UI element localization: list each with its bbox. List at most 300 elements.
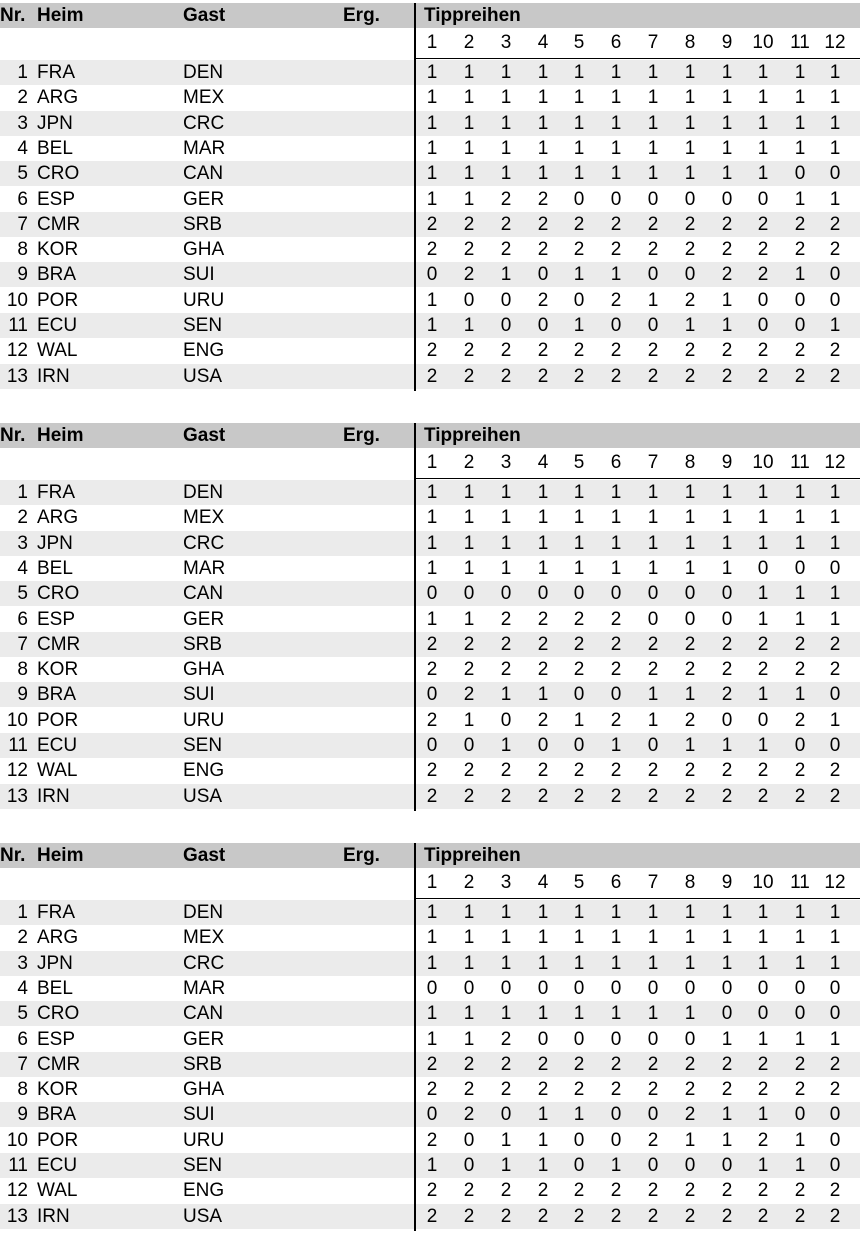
match-nr: 12 — [6, 340, 28, 362]
tip-cell: 1 — [610, 482, 622, 503]
tip-cell: 0 — [684, 264, 696, 286]
match-gast: SUI — [183, 264, 215, 286]
tip-cell: 1 — [426, 482, 438, 503]
tip-cell: 1 — [757, 1028, 769, 1050]
tip-cell: 1 — [610, 87, 622, 109]
match-heim: ARG — [37, 87, 79, 109]
tip-cell: 0 — [794, 289, 806, 311]
tip-cell: 1 — [684, 482, 696, 503]
match-gast: USA — [183, 365, 223, 387]
match-gast: SUI — [183, 684, 215, 706]
tip-cell: 1 — [829, 583, 841, 605]
tip-cell: 2 — [721, 1180, 733, 1202]
tip-cell: 1 — [794, 62, 806, 83]
tip-cell: 1 — [794, 583, 806, 605]
tip-cell: 2 — [684, 365, 696, 387]
match-nr: 8 — [17, 659, 28, 681]
column-number: 2 — [463, 32, 475, 53]
column-number: 10 — [752, 872, 774, 893]
column-number: 1 — [426, 452, 438, 473]
tip-cell: 2 — [610, 608, 622, 630]
column-divider — [414, 843, 416, 1231]
column-number: 6 — [610, 452, 622, 473]
tip-cell: 2 — [610, 709, 622, 731]
tip-cell: 1 — [684, 62, 696, 83]
column-number: 3 — [500, 452, 512, 473]
tip-cell: 0 — [757, 977, 769, 999]
tip-cell: 0 — [684, 583, 696, 605]
tip-cell: 2 — [757, 659, 769, 681]
tip-cell: 1 — [463, 62, 475, 83]
tip-cell: 1 — [500, 902, 512, 923]
tip-cell: 0 — [684, 608, 696, 630]
tip-cell: 2 — [500, 1079, 512, 1101]
tip-cell: 2 — [757, 213, 769, 235]
tip-cell: 1 — [829, 709, 841, 731]
match-gast: USA — [183, 785, 223, 807]
match-heim: WAL — [37, 760, 78, 782]
column-number: 9 — [721, 32, 733, 53]
match-heim: ECU — [37, 1155, 78, 1176]
header-erg: Erg. — [343, 5, 380, 26]
tip-cell: 1 — [610, 163, 622, 185]
tip-cell: 2 — [426, 633, 438, 655]
tip-cell: 0 — [721, 1003, 733, 1025]
tip-cell: 1 — [537, 482, 549, 503]
tip-cell: 2 — [684, 239, 696, 261]
match-heim: BEL — [37, 137, 73, 159]
tip-cell: 1 — [647, 557, 659, 579]
match-nr: 11 — [8, 1155, 28, 1176]
match-gast: GER — [183, 1028, 225, 1050]
tip-cell: 0 — [684, 1028, 696, 1050]
tip-cell: 0 — [537, 735, 549, 756]
tip-cell: 1 — [463, 902, 475, 923]
tip-cell: 1 — [647, 952, 659, 974]
column-number: 12 — [824, 872, 846, 893]
column-number: 7 — [647, 452, 659, 473]
tip-cell: 1 — [573, 709, 585, 731]
tip-cell: 2 — [794, 633, 806, 655]
match-heim: BRA — [37, 684, 77, 706]
tip-cell: 2 — [721, 264, 733, 286]
tip-cell: 1 — [610, 952, 622, 974]
tip-cell: 1 — [647, 289, 659, 311]
tip-cell: 0 — [829, 163, 841, 185]
tip-cell: 2 — [757, 365, 769, 387]
tip-cell: 2 — [426, 213, 438, 235]
tip-cell: 2 — [829, 760, 841, 782]
header-underline — [415, 898, 860, 899]
tip-cell: 2 — [721, 213, 733, 235]
tip-cell: 0 — [829, 1104, 841, 1126]
match-gast: GHA — [183, 1079, 225, 1101]
tip-cell: 1 — [426, 952, 438, 974]
tip-cell: 0 — [757, 289, 769, 311]
tip-cell: 2 — [829, 1205, 841, 1227]
tip-cell: 1 — [537, 532, 549, 554]
tip-cell: 0 — [537, 977, 549, 999]
tip-cell: 2 — [426, 365, 438, 387]
tip-cell: 0 — [426, 684, 438, 706]
tip-cell: 2 — [573, 1053, 585, 1075]
tip-cell: 0 — [757, 315, 769, 336]
tip-cell: 0 — [573, 684, 585, 706]
tip-cell: 1 — [757, 62, 769, 83]
tip-cell: 1 — [426, 188, 438, 210]
match-gast: ENG — [183, 760, 225, 782]
match-nr: 9 — [17, 264, 28, 286]
match-gast: GHA — [183, 239, 225, 261]
tip-cell: 2 — [684, 709, 696, 731]
tip-cell: 2 — [573, 785, 585, 807]
tip-cell: 2 — [426, 709, 438, 731]
tip-cell: 1 — [573, 532, 585, 554]
tip-cell: 2 — [426, 760, 438, 782]
tip-cell: 2 — [500, 785, 512, 807]
match-gast: URU — [183, 709, 225, 731]
tip-cell: 1 — [757, 902, 769, 923]
tip-cell: 1 — [463, 112, 475, 134]
match-nr: 11 — [8, 735, 28, 756]
header-nr: Nr. — [0, 425, 26, 446]
match-nr: 7 — [17, 213, 28, 235]
tip-cell: 1 — [610, 1003, 622, 1025]
tip-cell: 0 — [794, 163, 806, 185]
tip-cell: 1 — [537, 1003, 549, 1025]
tip-cell: 2 — [500, 239, 512, 261]
tip-cell: 1 — [537, 507, 549, 529]
tip-cell: 1 — [610, 264, 622, 286]
tip-cell: 0 — [647, 977, 659, 999]
tip-cell: 1 — [610, 927, 622, 949]
match-heim: ESP — [37, 608, 76, 630]
tip-cell: 2 — [757, 1129, 769, 1151]
tip-cell: 2 — [794, 1205, 806, 1227]
column-number: 4 — [537, 452, 549, 473]
tip-cell: 0 — [426, 264, 438, 286]
tip-cell: 0 — [537, 1028, 549, 1050]
match-heim: CMR — [37, 633, 81, 655]
tip-cell: 0 — [500, 977, 512, 999]
tip-cell: 1 — [610, 557, 622, 579]
tip-cell: 1 — [573, 1003, 585, 1025]
tip-cell: 1 — [647, 482, 659, 503]
column-number: 4 — [537, 872, 549, 893]
tip-cell: 1 — [426, 927, 438, 949]
match-gast: DEN — [183, 902, 224, 923]
tip-cell: 1 — [500, 532, 512, 554]
tip-cell: 2 — [721, 760, 733, 782]
match-nr: 1 — [17, 62, 28, 83]
tip-cell: 1 — [684, 315, 696, 336]
header-underline — [415, 58, 860, 59]
tip-cell: 2 — [757, 1205, 769, 1227]
tip-cell: 1 — [537, 1104, 549, 1126]
tip-cell: 1 — [757, 112, 769, 134]
match-nr: 8 — [17, 239, 28, 261]
tip-cell: 0 — [647, 1104, 659, 1126]
tip-cell: 1 — [794, 608, 806, 630]
match-heim: BEL — [37, 557, 73, 579]
tip-cell: 1 — [500, 264, 512, 286]
column-number: 8 — [684, 32, 696, 53]
tip-cell: 1 — [757, 684, 769, 706]
column-number: 10 — [752, 452, 774, 473]
tip-cell: 1 — [537, 62, 549, 83]
tip-cell: 1 — [500, 1155, 512, 1176]
tip-cell: 1 — [757, 608, 769, 630]
tip-cell: 2 — [500, 659, 512, 681]
tip-cell: 1 — [537, 1129, 549, 1151]
tip-cell: 1 — [573, 315, 585, 336]
tip-cell: 2 — [463, 760, 475, 782]
tip-cell: 1 — [463, 927, 475, 949]
tip-cell: 2 — [463, 340, 475, 362]
tip-cell: 0 — [794, 1003, 806, 1025]
tip-cell: 1 — [721, 62, 733, 83]
tip-cell: 1 — [757, 87, 769, 109]
tip-cell: 1 — [794, 952, 806, 974]
tip-cell: 1 — [757, 952, 769, 974]
tip-cell: 0 — [610, 1104, 622, 1126]
tip-cell: 1 — [647, 709, 659, 731]
tip-cell: 0 — [829, 1155, 841, 1176]
tip-cell: 2 — [537, 785, 549, 807]
match-heim: CRO — [37, 1003, 80, 1025]
match-heim: WAL — [37, 340, 78, 362]
tip-cell: 1 — [573, 264, 585, 286]
tip-cell: 2 — [757, 633, 769, 655]
tip-cell: 1 — [647, 62, 659, 83]
column-number: 9 — [721, 452, 733, 473]
tip-cell: 2 — [794, 659, 806, 681]
match-heim: ECU — [37, 735, 78, 756]
match-nr: 3 — [17, 952, 28, 974]
header-gast: Gast — [183, 845, 226, 866]
tip-cell: 2 — [610, 760, 622, 782]
tip-cell: 2 — [610, 239, 622, 261]
tip-cell: 0 — [426, 1104, 438, 1126]
tip-cell: 0 — [794, 1104, 806, 1126]
match-nr: 11 — [8, 315, 28, 336]
tip-cell: 1 — [829, 927, 841, 949]
match-nr: 5 — [17, 163, 28, 185]
tip-cell: 1 — [426, 1155, 438, 1176]
column-number: 9 — [721, 872, 733, 893]
tip-cell: 1 — [500, 735, 512, 756]
match-heim: FRA — [37, 482, 75, 503]
tip-cell: 2 — [610, 659, 622, 681]
match-nr: 6 — [17, 188, 28, 210]
tip-cell: 2 — [573, 1079, 585, 1101]
tip-cell: 2 — [647, 1180, 659, 1202]
tip-cell: 2 — [537, 340, 549, 362]
tip-cell: 0 — [500, 709, 512, 731]
column-number: 5 — [573, 452, 585, 473]
tip-cell: 2 — [463, 239, 475, 261]
tip-cell: 1 — [500, 1003, 512, 1025]
tip-cell: 1 — [610, 1155, 622, 1176]
tip-cell: 0 — [463, 1129, 475, 1151]
tip-cell: 1 — [829, 482, 841, 503]
tip-cell: 1 — [721, 1104, 733, 1126]
tip-cell: 2 — [537, 608, 549, 630]
tip-cell: 0 — [573, 735, 585, 756]
tip-cell: 0 — [537, 315, 549, 336]
match-heim: ARG — [37, 507, 79, 529]
tip-table — [0, 3, 860, 391]
tip-cell: 2 — [463, 1079, 475, 1101]
tip-cell: 2 — [463, 633, 475, 655]
match-nr: 10 — [6, 709, 28, 731]
tip-cell: 0 — [684, 1155, 696, 1176]
tip-cell: 1 — [794, 507, 806, 529]
tip-cell: 1 — [500, 163, 512, 185]
tip-cell: 1 — [684, 735, 696, 756]
tip-cell: 2 — [463, 785, 475, 807]
tip-cell: 1 — [537, 927, 549, 949]
tip-cell: 1 — [757, 163, 769, 185]
tip-cell: 0 — [829, 1003, 841, 1025]
tip-cell: 1 — [500, 62, 512, 83]
tip-cell: 1 — [794, 137, 806, 159]
tip-cell: 2 — [573, 633, 585, 655]
tip-cell: 2 — [829, 785, 841, 807]
tip-cell: 1 — [426, 315, 438, 336]
tip-cell: 2 — [537, 760, 549, 782]
tip-cell: 2 — [794, 365, 806, 387]
tip-cell: 2 — [426, 1129, 438, 1151]
tip-cell: 0 — [647, 735, 659, 756]
match-gast: GER — [183, 188, 225, 210]
tip-cell: 1 — [721, 1129, 733, 1151]
tip-cell: 2 — [647, 760, 659, 782]
match-gast: URU — [183, 289, 225, 311]
match-gast: CAN — [183, 163, 224, 185]
header-erg: Erg. — [343, 845, 380, 866]
tip-cell: 2 — [647, 633, 659, 655]
match-gast: SRB — [183, 633, 223, 655]
tip-cell: 2 — [794, 785, 806, 807]
tip-cell: 2 — [757, 1079, 769, 1101]
tip-cell: 1 — [426, 137, 438, 159]
tip-cell: 2 — [829, 633, 841, 655]
tip-cell: 1 — [684, 87, 696, 109]
tip-cell: 0 — [500, 289, 512, 311]
match-gast: SEN — [183, 735, 223, 756]
tip-cell: 1 — [500, 557, 512, 579]
tip-cell: 2 — [426, 340, 438, 362]
tip-cell: 2 — [537, 659, 549, 681]
tip-cell: 2 — [684, 659, 696, 681]
tip-cell: 2 — [684, 1205, 696, 1227]
tip-cell: 2 — [721, 1205, 733, 1227]
tip-cell: 2 — [537, 1053, 549, 1075]
tip-cell: 1 — [721, 87, 733, 109]
tip-cell: 2 — [537, 239, 549, 261]
tip-cell: 0 — [829, 684, 841, 706]
column-number: 10 — [752, 32, 774, 53]
tip-cell: 2 — [463, 684, 475, 706]
column-number: 6 — [610, 32, 622, 53]
match-nr: 9 — [17, 1104, 28, 1126]
tip-cell: 1 — [721, 315, 733, 336]
tip-cell: 1 — [500, 112, 512, 134]
header-heim: Heim — [37, 845, 84, 866]
tip-cell: 2 — [463, 659, 475, 681]
tip-cell: 1 — [426, 557, 438, 579]
match-gast: CAN — [183, 1003, 224, 1025]
tip-cell: 0 — [610, 684, 622, 706]
tip-cell: 1 — [829, 532, 841, 554]
tip-cell: 2 — [463, 1104, 475, 1126]
tip-cell: 2 — [757, 239, 769, 261]
tip-cell: 0 — [829, 289, 841, 311]
match-gast: ENG — [183, 340, 225, 362]
match-nr: 12 — [6, 760, 28, 782]
tip-cell: 0 — [757, 709, 769, 731]
tip-cell: 2 — [647, 1079, 659, 1101]
tip-cell: 1 — [721, 952, 733, 974]
match-gast: MEX — [183, 927, 225, 949]
tip-cell: 1 — [829, 902, 841, 923]
tip-cell: 1 — [463, 1028, 475, 1050]
tip-cell: 2 — [721, 340, 733, 362]
tip-cell: 1 — [721, 1028, 733, 1050]
tip-cell: 2 — [537, 365, 549, 387]
tip-cell: 1 — [794, 902, 806, 923]
match-heim: CMR — [37, 213, 81, 235]
tip-cell: 0 — [610, 1129, 622, 1151]
tip-cell: 1 — [757, 532, 769, 554]
tip-cell: 1 — [610, 902, 622, 923]
tip-cell: 2 — [684, 340, 696, 362]
tip-cell: 1 — [829, 87, 841, 109]
match-nr: 13 — [6, 1205, 28, 1227]
tip-cell: 1 — [537, 137, 549, 159]
tip-cell: 0 — [537, 583, 549, 605]
tip-cell: 2 — [757, 1053, 769, 1075]
tip-cell: 1 — [573, 557, 585, 579]
column-number: 2 — [463, 872, 475, 893]
header-underline — [415, 478, 860, 479]
tip-cell: 0 — [647, 583, 659, 605]
tip-cell: 2 — [426, 1079, 438, 1101]
tip-cell: 1 — [829, 608, 841, 630]
tip-cell: 2 — [573, 213, 585, 235]
tip-cell: 1 — [757, 1155, 769, 1176]
tip-cell: 1 — [721, 735, 733, 756]
match-nr: 5 — [17, 1003, 28, 1025]
tip-cell: 2 — [573, 365, 585, 387]
tip-cell: 0 — [794, 977, 806, 999]
match-heim: FRA — [37, 902, 75, 923]
tip-cell: 2 — [794, 1053, 806, 1075]
tip-cell: 1 — [684, 1129, 696, 1151]
tip-cell: 0 — [829, 735, 841, 756]
tip-cell: 2 — [829, 365, 841, 387]
tip-cell: 1 — [647, 684, 659, 706]
tip-cell: 1 — [647, 902, 659, 923]
tip-cell: 2 — [500, 633, 512, 655]
tip-cell: 2 — [829, 659, 841, 681]
match-nr: 5 — [17, 583, 28, 605]
tip-cell: 2 — [537, 188, 549, 210]
match-nr: 3 — [17, 112, 28, 134]
tip-cell: 1 — [721, 902, 733, 923]
match-gast: DEN — [183, 62, 224, 83]
